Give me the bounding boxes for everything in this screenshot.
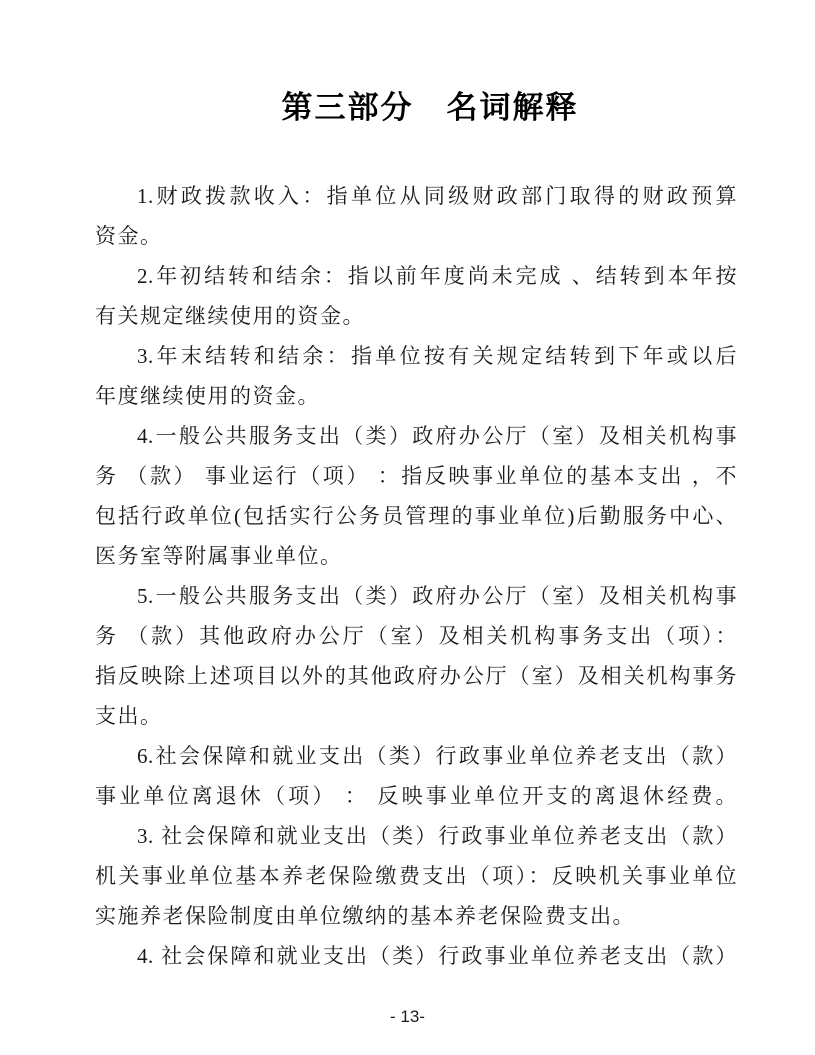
text-line: 4.一般公共服务支出（类）政府办公厅（室）及相关机构事 bbox=[137, 424, 737, 448]
text-line: 3.年末结转和结余：指单位按有关规定结转到下年或以后 bbox=[137, 344, 737, 368]
paragraph bbox=[95, 416, 737, 576]
paragraph bbox=[95, 936, 737, 976]
text-line: 年度继续使用的资金。 bbox=[95, 384, 320, 408]
text-line: 指反映除上述项目以外的其他政府办公厅（室）及相关机构事务 bbox=[95, 664, 737, 688]
text-line: 5.一般公共服务支出（类）政府办公厅（室）及相关机构事 bbox=[137, 584, 737, 608]
paragraph bbox=[95, 576, 737, 736]
text-line: 实施养老保险制度由单位缴纳的基本养老保险费支出。 bbox=[95, 904, 635, 928]
paragraph bbox=[95, 816, 737, 936]
text-line: 机关事业单位基本养老保险缴费支出（项）：反映机关事业单位 bbox=[95, 864, 737, 888]
text-line: 6.社会保障和就业支出（类）行政事业单位养老支出（款） bbox=[137, 744, 737, 768]
text-line: 资金。 bbox=[95, 224, 163, 248]
paragraph bbox=[95, 336, 737, 416]
text-line: 1.财政拨款收入：指单位从同级财政部门取得的财政预算 bbox=[137, 184, 737, 208]
text-line: 支出。 bbox=[95, 704, 163, 728]
body-text bbox=[95, 176, 737, 976]
text-line: 有关规定继续使用的资金。 bbox=[95, 304, 365, 328]
text-line: 务 （款） 事业运行（项） ：指反映事业单位的基本支出 ，不 bbox=[95, 464, 737, 488]
text-line: 医务室等附属事业单位。 bbox=[95, 544, 343, 568]
text-line: 3. 社会保障和就业支出（类）行政事业单位养老支出（款） bbox=[137, 824, 737, 848]
text-line: 2.年初结转和结余：指以前年度尚未完成 、结转到本年按 bbox=[137, 264, 737, 288]
text-line: 务 （款）其他政府办公厅（室）及相关机构事务支出（项）： bbox=[95, 624, 737, 648]
text-line: 包括行政单位(包括实行公务员管理的事业单位)后勤服务中心、 bbox=[95, 504, 737, 528]
page-number: - 13- bbox=[390, 1007, 425, 1026]
text-line: 4. 社会保障和就业支出（类）行政事业单位养老支出（款） bbox=[137, 944, 737, 968]
paragraph bbox=[95, 176, 737, 256]
paragraph bbox=[95, 256, 737, 336]
text-line: 事业单位离退休（项） ： 反映事业单位开支的离退休经费。 bbox=[95, 784, 737, 808]
page-title: 第三部分 名词解释 bbox=[281, 90, 579, 125]
paragraph bbox=[95, 736, 737, 816]
